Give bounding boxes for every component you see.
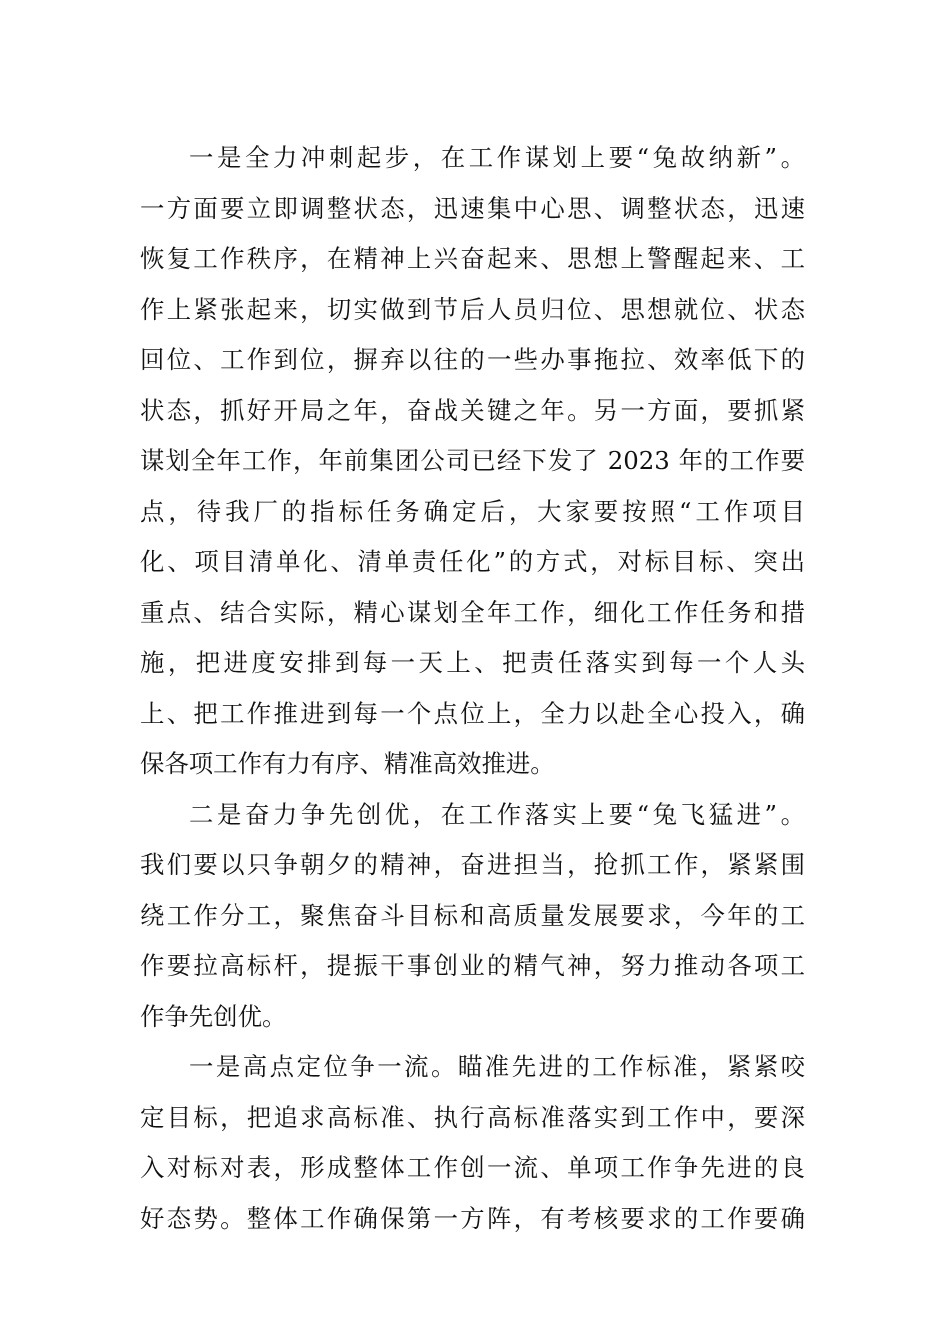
text-line: 一是全力冲刺起步，在工作谋划上要“兔故纳新”。 (189, 143, 805, 172)
text-line: 恢复工作秩序，在精神上兴奋起来、思想上警醒起来、工 (140, 244, 805, 273)
text-line: 施，把进度安排到每一天上、把责任落实到每一个人头 (140, 648, 805, 677)
text-line: 二是奋力争先创优，在工作落实上要“兔飞猛进”。 (189, 799, 805, 829)
text-line: 化、项目清单化、清单责任化”的方式，对标目标、突出 (140, 547, 805, 576)
text-line: 作上紧张起来，切实做到节后人员归位、思想就位、状态 (140, 294, 805, 324)
text-line: 保各项工作有力有序、精准高效推进。 (140, 749, 555, 778)
text-line: 回位、工作到位，摒弃以往的一些办事拖拉、效率低下的 (140, 345, 805, 374)
text-line: 我们要以只争朝夕的精神，奋进担当，抢抓工作，紧紧围 (140, 850, 805, 879)
text-line: 定目标，把追求高标准、执行高标准落实到工作中，要深 (140, 1102, 805, 1132)
text-line: 绕工作分工，聚焦奋斗目标和高质量发展要求，今年的工 (140, 900, 805, 930)
text-line: 状态，抓好开局之年，奋战关键之年。另一方面，要抓紧 (140, 395, 805, 425)
text-line: 上、把工作推进到每一个点位上，全力以赴全心投入，确 (140, 698, 805, 728)
text-line: 入对标对表，形成整体工作创一流、单项工作争先进的良 (140, 1153, 805, 1182)
text-line: 重点、结合实际，精心谋划全年工作，细化工作任务和措 (140, 597, 805, 627)
text-line: 一方面要立即调整状态，迅速集中心思、调整状态，迅速 (140, 193, 805, 223)
text-line: 一是高点定位争一流。瞄准先进的工作标准，紧紧咬 (189, 1052, 805, 1081)
text-line: 作争先创优。 (140, 1001, 287, 1031)
text-line: 好态势。整体工作确保第一方阵，有考核要求的工作要确 (140, 1203, 805, 1233)
text-line: 点，待我厂的指标任务确定后，大家要按照“工作项目 (140, 496, 805, 526)
text-line: 作要拉高标杆，提振干事创业的精气神，努力推动各项工 (140, 951, 805, 980)
text-line: 谋划全年工作，年前集团公司已经下发了 2023 年的工作要 (140, 446, 805, 475)
